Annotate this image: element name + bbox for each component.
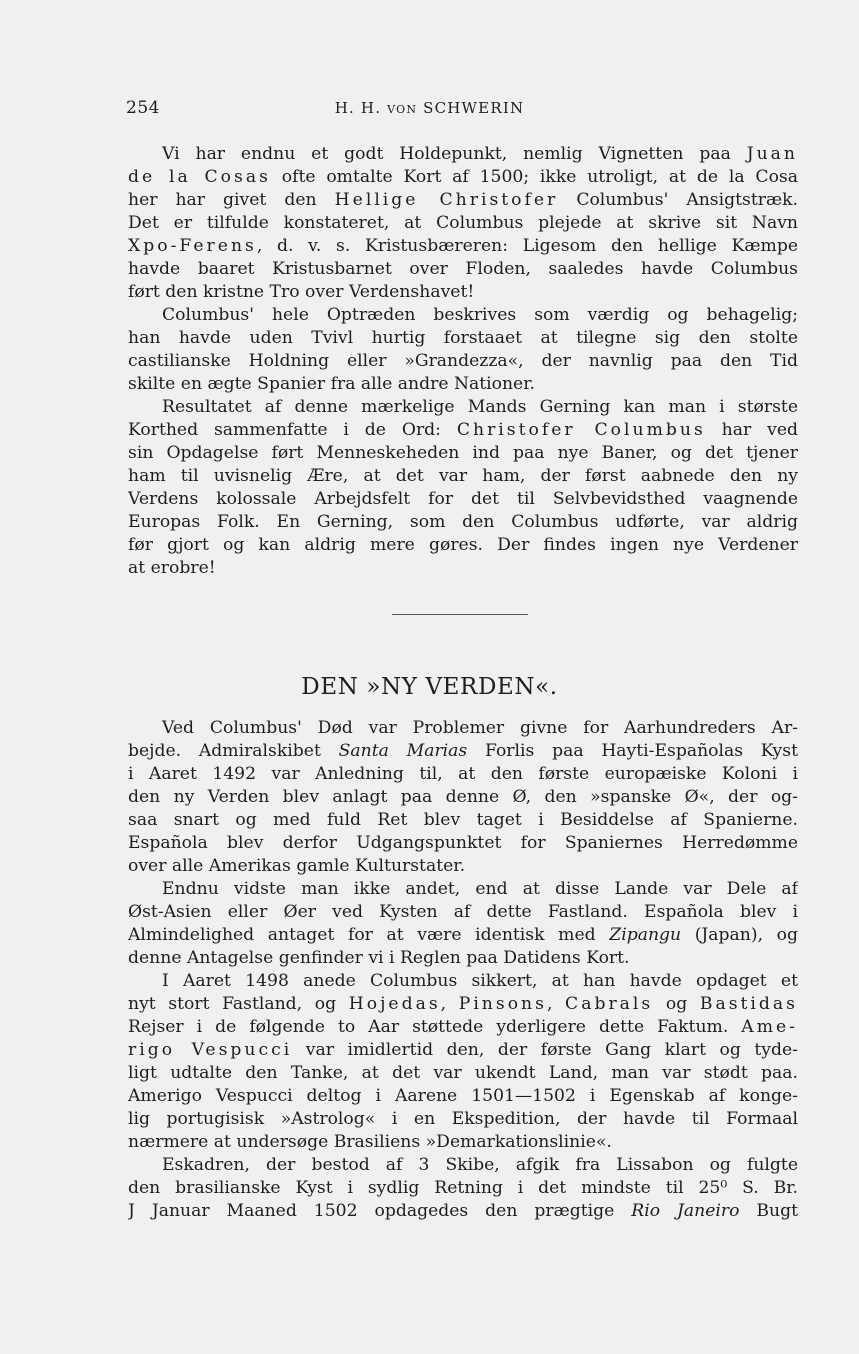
text-line: Almindelighed antaget for at være identisk med Zipangu (Japan), og (128, 925, 798, 945)
page-number: 254 (126, 98, 160, 118)
text-line: ført den kristne Tro over Verdenshavet! (128, 282, 475, 302)
page-header (0, 98, 859, 122)
text-line: lig portugisisk »Astrolog« i en Ekspedition, der havde til Formaal (128, 1109, 798, 1129)
text-line: Amerigo Vespucci deltog i Aarene 1501—1502 i Egenskab af konge- (128, 1086, 798, 1106)
running-head (0, 99, 859, 117)
text-line: Ved Columbus' Død var Problemer givne for Aarhundreders Ar- (162, 718, 798, 738)
text-line: denne Antagelse genfinder vi i Reglen paa Datidens Kort. (128, 948, 630, 968)
text-line: Endnu vidste man ikke andet, end at disse Lande var Dele af (162, 879, 798, 899)
text-line: Eskadren, der bestod af 3 Skibe, afgik fra Lissabon og fulgte (162, 1155, 798, 1175)
text-line: over alle Amerikas gamle Kulturstater. (128, 856, 466, 876)
section-new-world (128, 717, 798, 1223)
text-line: den ny Verden blev anlagt paa denne Ø, den »spanske Ø«, der og- (128, 787, 798, 807)
text-line: han havde uden Tvivl hurtig forstaaet at tilegne sig den stolte (128, 328, 798, 348)
text-line: Columbus' hele Optræden beskrives som værdig og behagelig; (162, 305, 798, 325)
text-line: Xpo-Ferens, d. v. s. Kristusbæreren: Ligesom den hellige Kæmpe (128, 236, 798, 256)
text-line: at erobre! (128, 558, 216, 578)
author-name: SCHWERIN (423, 99, 525, 117)
text-line: før gjort og kan aldrig mere gøres. Der findes ingen nye Verdener (128, 535, 798, 555)
text-line: saa snart og med fuld Ret blev taget i Besiddelse af Spanierne. (128, 810, 798, 830)
text-line: i Aaret 1492 var Anledning til, at den første europæiske Koloni i (128, 764, 798, 784)
text-line: Øst-Asien eller Øer ved Kysten af dette Fastland. Española blev i (128, 902, 798, 922)
text-line: Rejser i de følgende to Aar støttede yderligere dette Faktum. Ame- (128, 1017, 798, 1037)
text-line: nærmere at undersøge Brasiliens »Demarkationslinie«. (128, 1132, 612, 1152)
text-line: her har givet den Hellige Christofer Columbus' Ansigtstræk. (128, 190, 798, 210)
text-line: sin Opdagelse ført Menneskeheden ind paa nye Baner, og det tjener (128, 443, 798, 463)
text-line: nyt stort Fastland, og Hojedas, Pinsons, Cabrals og Bastidas (128, 994, 798, 1014)
text-line: Vi har endnu et godt Holdepunkt, nemlig Vignetten paa Juan (162, 144, 798, 164)
text-line: skilte en ægte Spanier fra alle andre Nationer. (128, 374, 536, 394)
text-line: Española blev derfor Udgangspunktet for Spaniernes Herredømme (128, 833, 798, 853)
text-line: J Januar Maaned 1502 opdagedes den prægtige Rio Janeiro Bugt (128, 1201, 798, 1221)
text-line: Verdens kolossale Arbejdsfelt for det til Selvbevidsthed vaagnende (128, 489, 798, 509)
text-line: den brasilianske Kyst i sydlig Retning i det mindste til 25⁰ S. Br. (128, 1178, 798, 1198)
text-line: ham til uvisnelig Ære, at det var ham, der først aabnede den ny (128, 466, 798, 486)
section-divider (392, 614, 528, 615)
text-line: castilianske Holdning eller »Grandezza«, der navnlig paa den Tid (128, 351, 798, 371)
text-line: havde baaret Kristusbarnet over Floden, saaledes havde Columbus (128, 259, 798, 279)
author-initials: H. H. (334, 99, 382, 117)
text-line: bejde. Admiralskibet Santa Marias Forlis paa Hayti-Españolas Kyst (128, 741, 798, 761)
text-line: ligt udtalte den Tanke, at det var ukendt Land, man var stødt paa. (128, 1063, 798, 1083)
text-line: de la Cosas ofte omtalte Kort af 1500; ikke utroligt, at de la Cosa (128, 167, 798, 187)
text-line: rigo Vespucci var imidlertid den, der første Gang klart og tyde- (128, 1040, 798, 1060)
section-title: DEN »NY VERDEN«. (301, 674, 558, 700)
author-von: VON (387, 103, 418, 116)
text-line: Korthed sammenfatte i de Ord: Christofer Columbus har ved (128, 420, 798, 440)
text-line: I Aaret 1498 anede Columbus sikkert, at han havde opdaget et (162, 971, 798, 991)
text-line: Resultatet af denne mærkelige Mands Gerning kan man i største (162, 397, 798, 417)
text-line: Det er tilfulde konstateret, at Columbus plejede at skrive sit Navn (128, 213, 798, 233)
section-columbus (128, 143, 798, 580)
text-line: Europas Folk. En Gerning, som den Columbus udførte, var aldrig (128, 512, 798, 532)
